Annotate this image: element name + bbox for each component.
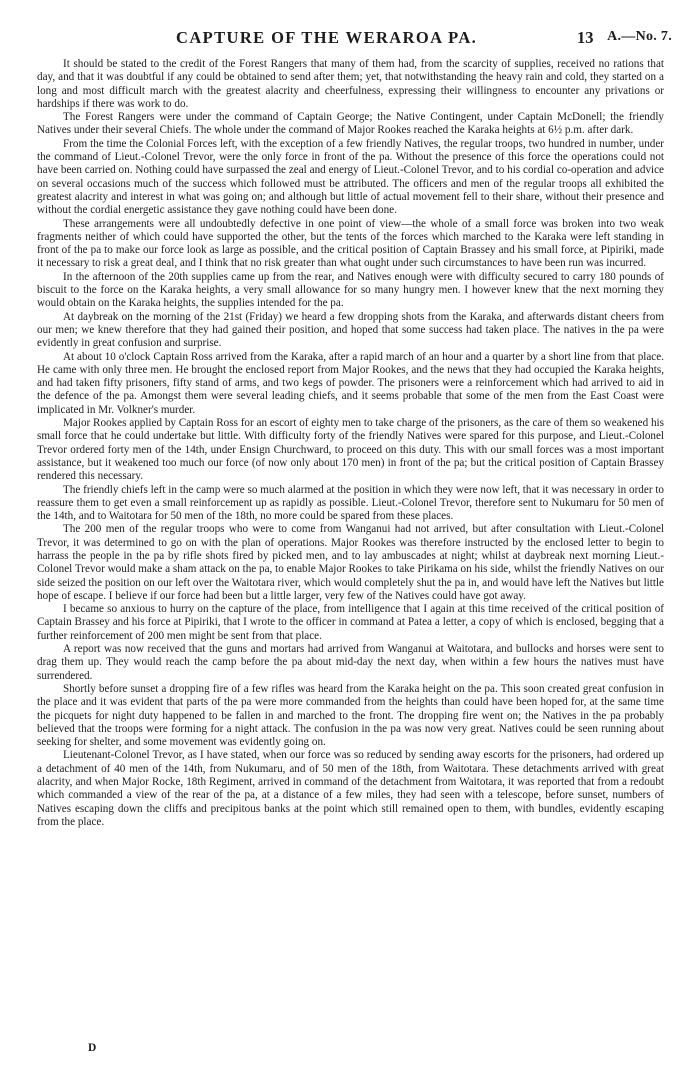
paragraph: Major Rookes applied by Captain Ross for an escort of eighty men to take charge of the prisoners, as the care of them so weakened his small force that he could undertake but little. With difficulty forty of the friendly Natives were spared for this purpose, and Lieut.-Colonel Trevor ordered forty men of the 14th, under Ensign Churchward, to proceed on this duty. This with our small forces was a most important assistance, but it weakened too much our force (of now only about 170 men) in front of the pa; but the critical position of Captain Brassey rendered this necessary.	[37, 417, 664, 483]
paragraph: Lieutenant-Colonel Trevor, as I have stated, when our force was so reduced by sending away escorts for the prisoners, had ordered up a detachment of 40 men of the 14th, from Nukumaru, and of 50 men of the 18th, from Waitotara. These detachments arrived with great alacrity, and when Major Rocke, 18th Regiment, arrived in command of the detachment from Waitotara, it was reported that from a redoubt which commanded a view of the rear of the pa, at a distance of a few miles, they had seen with a telescope, before sunset, numbers of Natives escaping down the cliffs and precipitous banks at the point which still remained open to them, with bundles, evidently escaping from the place.	[37, 749, 664, 828]
paragraph: The friendly chiefs left in the camp were so much alarmed at the position in which they were now left, that it was necessary in order to reassure them to get even a small reinforcement up as rapidly as possible. Lieut.-Colonel Trevor, therefore sent to Nukumaru for 50 men of the 14th, and to Waitotara for 50 men of the 18th, no more could be spared from these places.	[37, 483, 664, 523]
paragraph: At daybreak on the morning of the 21st (Friday) we heard a few dropping shots from the Karaka, and afterwards distant cheers from our men; we knew therefore that they had gained their position, and hoped that some success had taken place. The natives in the pa were evidently in great confusion and surprise.	[37, 310, 664, 350]
paragraph: Shortly before sunset a dropping fire of a few rifles was heard from the Karaka height on the pa. This soon created great confusion in the place and it was evident that parts of the pa were more commanded from the heights than could have been hoped for, at the same time the picquets for night duty happened to be fallen in and marched to the front. The dropping fire went on; the Natives in the pa probably believed that the troops were forming for a night attack. The confusion in the pa was now very great. Natives could be seen running about seeking for shelter, and some movement was evidently going on.	[37, 682, 664, 749]
paragraph: The 200 men of the regular troops who were to come from Wanganui had not arrived, but after consultation with Lieut.-Colonel Trevor, it was determined to go on with the plan of operations. Major Rookes was therefore instructed by the enclosed letter to begin to harrass the people in the pa by rifle shots fired by picked men, and to lay ambuscades at night; whilst at daybreak next morning Lieut.-Colonel Trevor would make a sham attack on the pa, to enable Major Rookes to take Pirikama on his side, whilst the friendly Natives on our side seized the position on our left over the Waitotara river, which would completely shut the pa in, and would have left the Natives but little hope of escape. I believe if our force had been but a little larger, very few of the Natives could have got away.	[37, 523, 664, 602]
paragraph: From the time the Colonial Forces left, with the exception of a few friendly Natives, the regular troops, two hundred in number, under the command of Lieut.-Colonel Trevor, were the only force in front of the pa. Without the presence of this force the operations could not have been carried on. Nothing could have surpassed the zeal and energy of Lieut.-Colonel Trevor, and to his cordial co-operation and advice on several occasions much of the success which followed must be attributed. The officers and men of the regular troops all exhibited the greatest alacrity and interest in what was going on; and although but little of actual movement fell to their share, without their presence and without the cordial energetic assistance they gave nothing could have been done.	[37, 137, 664, 217]
paragraph: At about 10 o'clock Captain Ross arrived from the Karaka, after a rapid march of an hour and a quarter by a short line from that place. He came with only three men. He brought the enclosed report from Major Rookes, and the news that they had occupied the Karaka heights, and had taken fifty prisoners, fifty stand of arms, and two kegs of powder. The prisoners were a reinforcement which had arrived to aid in the defence of the pa. Amongst them were several leading chiefs, and it seems probable that some of the men from the East Coast were implicated in Mr. Volkner's murder.	[37, 350, 664, 416]
paragraph: A report was now received that the guns and mortars had arrived from Wanganui at Waitotara, and bullocks and horses were sent to drag them up. They would reach the camp before the pa about mid-day the next day, when within a few hours the natives must have surrendered.	[37, 643, 664, 682]
paragraph: In the afternoon of the 20th supplies came up from the rear, and Natives enough were with difficulty secured to carry 180 pounds of biscuit to the force on the Karaka heights, a very small allowance for so many hungry men. I however knew that the next morning they would obtain on the Karaka heights, the supplies intended for the pa.	[37, 270, 664, 310]
document-reference: A.—No. 7.	[607, 29, 672, 44]
page-header	[36, 28, 672, 50]
signature-mark: D	[88, 1042, 97, 1054]
paragraph: These arrangements were all undoubtedly defective in one point of view—the whole of a small force was broken into two weak fragments neither of which could have supported the other, but the tents of the forces which marched to the Karaka were left standing in front of the pa to make our force look as large as possible, and the critical position of Captain Brassey and his small force, at Pipiriki, made it necessary to risk a great deal, and I think that no risk greater than what ought under such circumstances to have been run was incurred.	[37, 217, 664, 270]
paragraph: The Forest Rangers were under the command of Captain George; the Native Contingent, under Captain McDonell; the friendly Natives under their several Chiefs. The whole under the command of Major Rookes reached the Karaka heights at 6½ p.m. after dark.	[37, 111, 664, 137]
paragraph: It should be stated to the credit of the Forest Rangers that many of them had, from the scarcity of supplies, received no rations that day, and that it was doubtful if any could be obtained to send after them; yet, that notwithstanding the heavy rain and cold, they started on a long and most difficult march with the greatest alacrity and cheerfulness, expressing their willingness to encounter any privations or hardships if there was work to do.	[37, 58, 664, 110]
page-number: 13	[577, 28, 594, 47]
body-text	[37, 58, 664, 829]
paragraph: I became so anxious to hurry on the capture of the place, from intelligence that I again at this time received of the critical position of Captain Brassey and his force at Pipiriki, that I wrote to the officer in command at Patea a letter, a copy of which is enclosed, begging that a further reinforcement of 200 men might be sent from that place.	[37, 603, 664, 642]
running-title: CAPTURE OF THE WERAROA PA.	[176, 28, 478, 47]
